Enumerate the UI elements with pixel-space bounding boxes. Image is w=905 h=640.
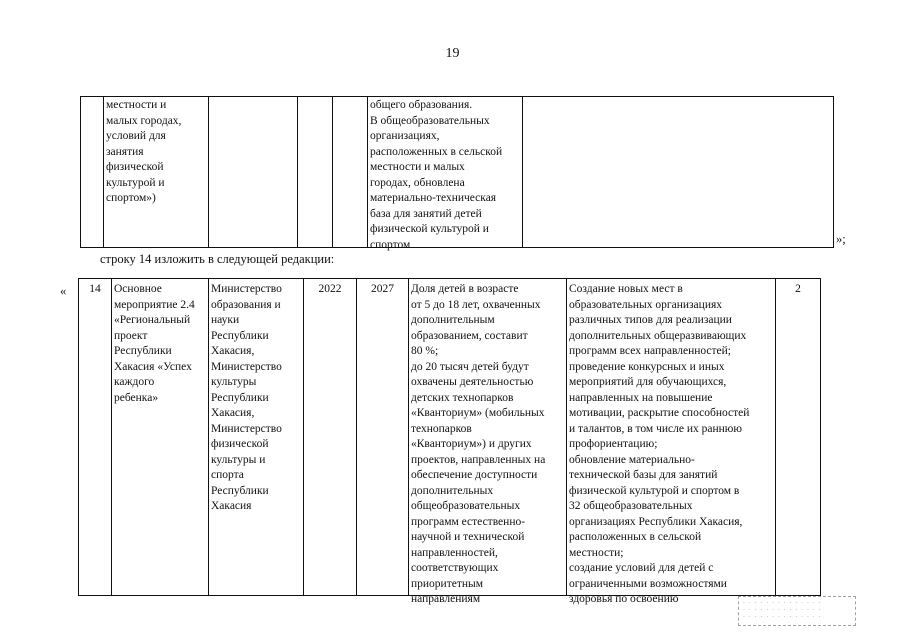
top-cell-results: [522, 96, 834, 248]
stamp-mark: · · · · · · · · · · · · · · · · · · · · · · · · · · · · · · · · · · · · · · · · · ·: [738, 596, 856, 626]
top-cell-name: местности и малых городах, условий для занятия физической культурой и спортом»): [103, 96, 209, 248]
row14-last: 2: [775, 278, 821, 596]
row14-executors: Министерство образования и науки Республики Хакасия, Министерство культуры Республики Хакасия, Министерство физической культуры и спорта Республики Хакасия: [208, 278, 304, 596]
top-cell-indicators: общего образования. В общеобразовательных организациях, расположенных в сельской местности и малых городах, обновлена материально-техническая база для занятий детей физической культурой и спортом: [367, 96, 523, 248]
page-number: 19: [445, 46, 460, 61]
opening-quote: «: [60, 284, 67, 298]
instruction-text: строку 14 изложить в следующей редакции:: [100, 252, 335, 266]
row14-year-end: 2027: [356, 278, 409, 596]
row14-name: Основное мероприятие 2.4 «Региональный проект Республики Хакасия «Успех каждого ребенка»: [111, 278, 209, 596]
row14-results: Создание новых мест в образовательных организациях различных типов для реализации дополнительных общеразвивающих программ всех направленностей; проведение конкурсных и иных мероприятий для обучающихся, направленных на повышение мотивации, раскрытие способностей и талантов, в том числе их раннюю профориентацию; обновление материально- технической базы для занятий физической культурой и спортом в 32 общеобразовательных организациях Республики Хакасия, расположенных в сельской местности; создание условий для детей с ограниченными возможностями здоровья по освоению: [566, 278, 776, 596]
row14-indicators: Доля детей в возрасте от 5 до 18 лет, охваченных дополнительным образованием, составит 80 %; до 20 тысяч детей будут охвачены деятельностью детских технопарков «Кванториум» (мобильных технопарков «Кванториум») и других проектов, направленных на обеспечение доступности дополнительных общеобразовательных программ естественно- научной и технической направленностей, соответствующих приоритетным направлениям: [408, 278, 567, 596]
top-cell-year-start: [297, 96, 333, 248]
row14-number: 14: [78, 278, 112, 596]
row14-year-start: 2022: [303, 278, 357, 596]
top-cell-1: [80, 96, 104, 248]
closing-quote: »;: [836, 232, 846, 246]
top-cell-executors: [208, 96, 298, 248]
top-cell-year-end: [332, 96, 368, 248]
